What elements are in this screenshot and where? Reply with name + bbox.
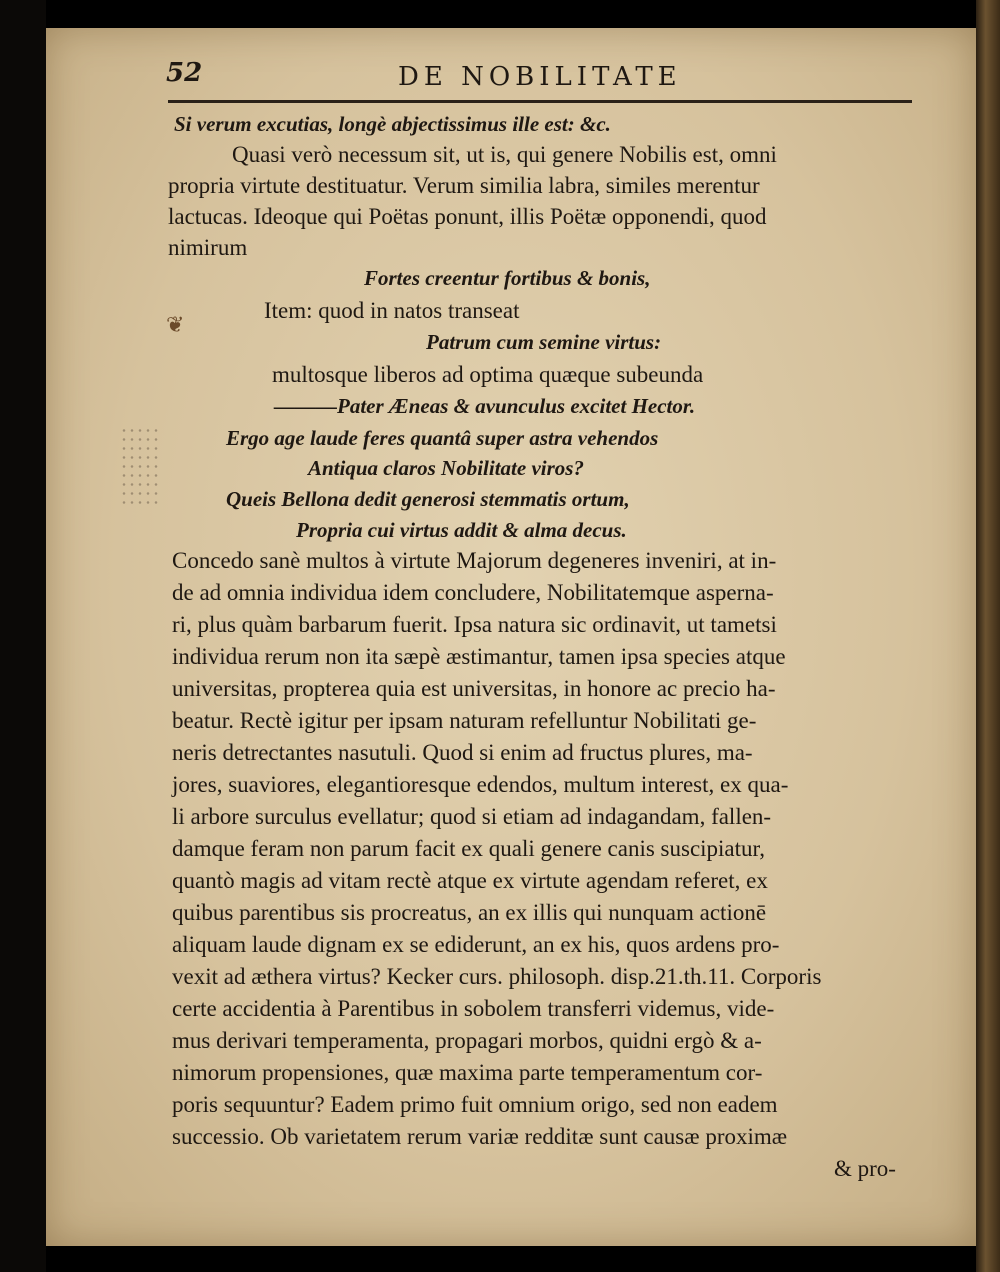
text-line: Item: quod in natos transeat <box>264 298 520 323</box>
text-line: individua rerum non ita sæpè æstimantur, tamen ipsa species atque <box>172 644 786 669</box>
catchword: & pro- <box>834 1156 896 1181</box>
text-line: li arbore surculus evellatur; quod si etiam ad indagandam, fallen- <box>172 804 772 829</box>
verse-line: ———Pater Æneas & avunculus excitet Hector. <box>274 394 696 418</box>
verse-line: Propria cui virtus addit & alma decus. <box>296 518 627 542</box>
text-line: Si verum excutias, longè abjectissimus ille est: &c. <box>174 112 611 136</box>
running-title: DE NOBILITATE <box>398 62 682 92</box>
text-line: de ad omnia individua idem concludere, Nobilitatemque asperna- <box>172 580 774 605</box>
text-line: lactucas. Ideoque qui Poëtas ponunt, illis Poëtæ opponendi, quod <box>168 204 767 229</box>
book-page <box>46 28 976 1246</box>
text-line: mus derivari temperamenta, propagari morbos, quidni ergò & a- <box>172 1028 762 1053</box>
verse-line: Patrum cum semine virtus: <box>426 330 662 354</box>
text-line: vexit ad æthera virtus? Kecker curs. philosoph. disp.21.th.11. Corporis <box>172 964 822 989</box>
text-line: certe accidentia à Parentibus in sobolem transferri videmus, vide- <box>172 996 775 1021</box>
verse-line: Antiqua claros Nobilitate viros? <box>308 456 584 480</box>
text-line: successio. Ob varietatem rerum variæ redditæ sunt causæ proximæ <box>172 1124 788 1149</box>
verse-line: Fortes creentur fortibus & bonis, <box>364 266 651 290</box>
text-line: ri, plus quàm barbarum fuerit. Ipsa natura sic ordinavit, ut tametsi <box>172 612 777 637</box>
verse-line: Ergo age laude feres quantâ super astra vehendos <box>226 426 659 450</box>
margin-stain <box>120 426 160 506</box>
text-line: quantò magis ad vitam rectè atque ex virtute agendam referet, ex <box>172 868 768 893</box>
scan-background-right <box>976 0 1000 1272</box>
text-line: nimorum propensiones, quæ maxima parte temperamentum cor- <box>172 1060 763 1085</box>
text-line: Concedo sanè multos à virtute Majorum degeneres inveniri, at in- <box>172 548 777 573</box>
header-rule <box>168 100 912 103</box>
text-line: quibus parentibus sis procreatus, an ex illis qui nunquam actionē <box>172 900 767 925</box>
text-line: Quasi verò necessum sit, ut is, qui genere Nobilis est, omni <box>232 142 777 167</box>
text-line: universitas, propterea quia est universitas, in honore ac precio ha- <box>172 676 776 701</box>
text-line: propria virtute destituatur. Verum similia labra, similes merentur <box>168 173 760 198</box>
verse-line: Queis Bellona dedit generosi stemmatis ortum, <box>226 487 630 511</box>
text-line: nimirum <box>168 235 248 260</box>
text-line: poris sequuntur? Eadem primo fuit omnium origo, sed non eadem <box>172 1092 778 1117</box>
text-line: multosque liberos ad optima quæque subeunda <box>272 362 704 387</box>
scan-background-left <box>0 0 46 1272</box>
text-line: damque feram non parum facit ex quali genere canis suscipiatur, <box>172 836 766 861</box>
page-number: 52 <box>166 58 203 88</box>
text-line: aliquam laude dignam ex se ediderunt, an ex his, quos ardens pro- <box>172 932 780 957</box>
text-line: jores, suaviores, elegantioresque edendos, multum interest, ex qua- <box>172 772 789 797</box>
text-line: neris detrectantes nasutuli. Quod si enim ad fructus plures, ma- <box>172 740 753 765</box>
margin-ornament: ❦ <box>166 312 185 337</box>
text-line: beatur. Rectè igitur per ipsam naturam refelluntur Nobilitati ge- <box>172 708 757 733</box>
